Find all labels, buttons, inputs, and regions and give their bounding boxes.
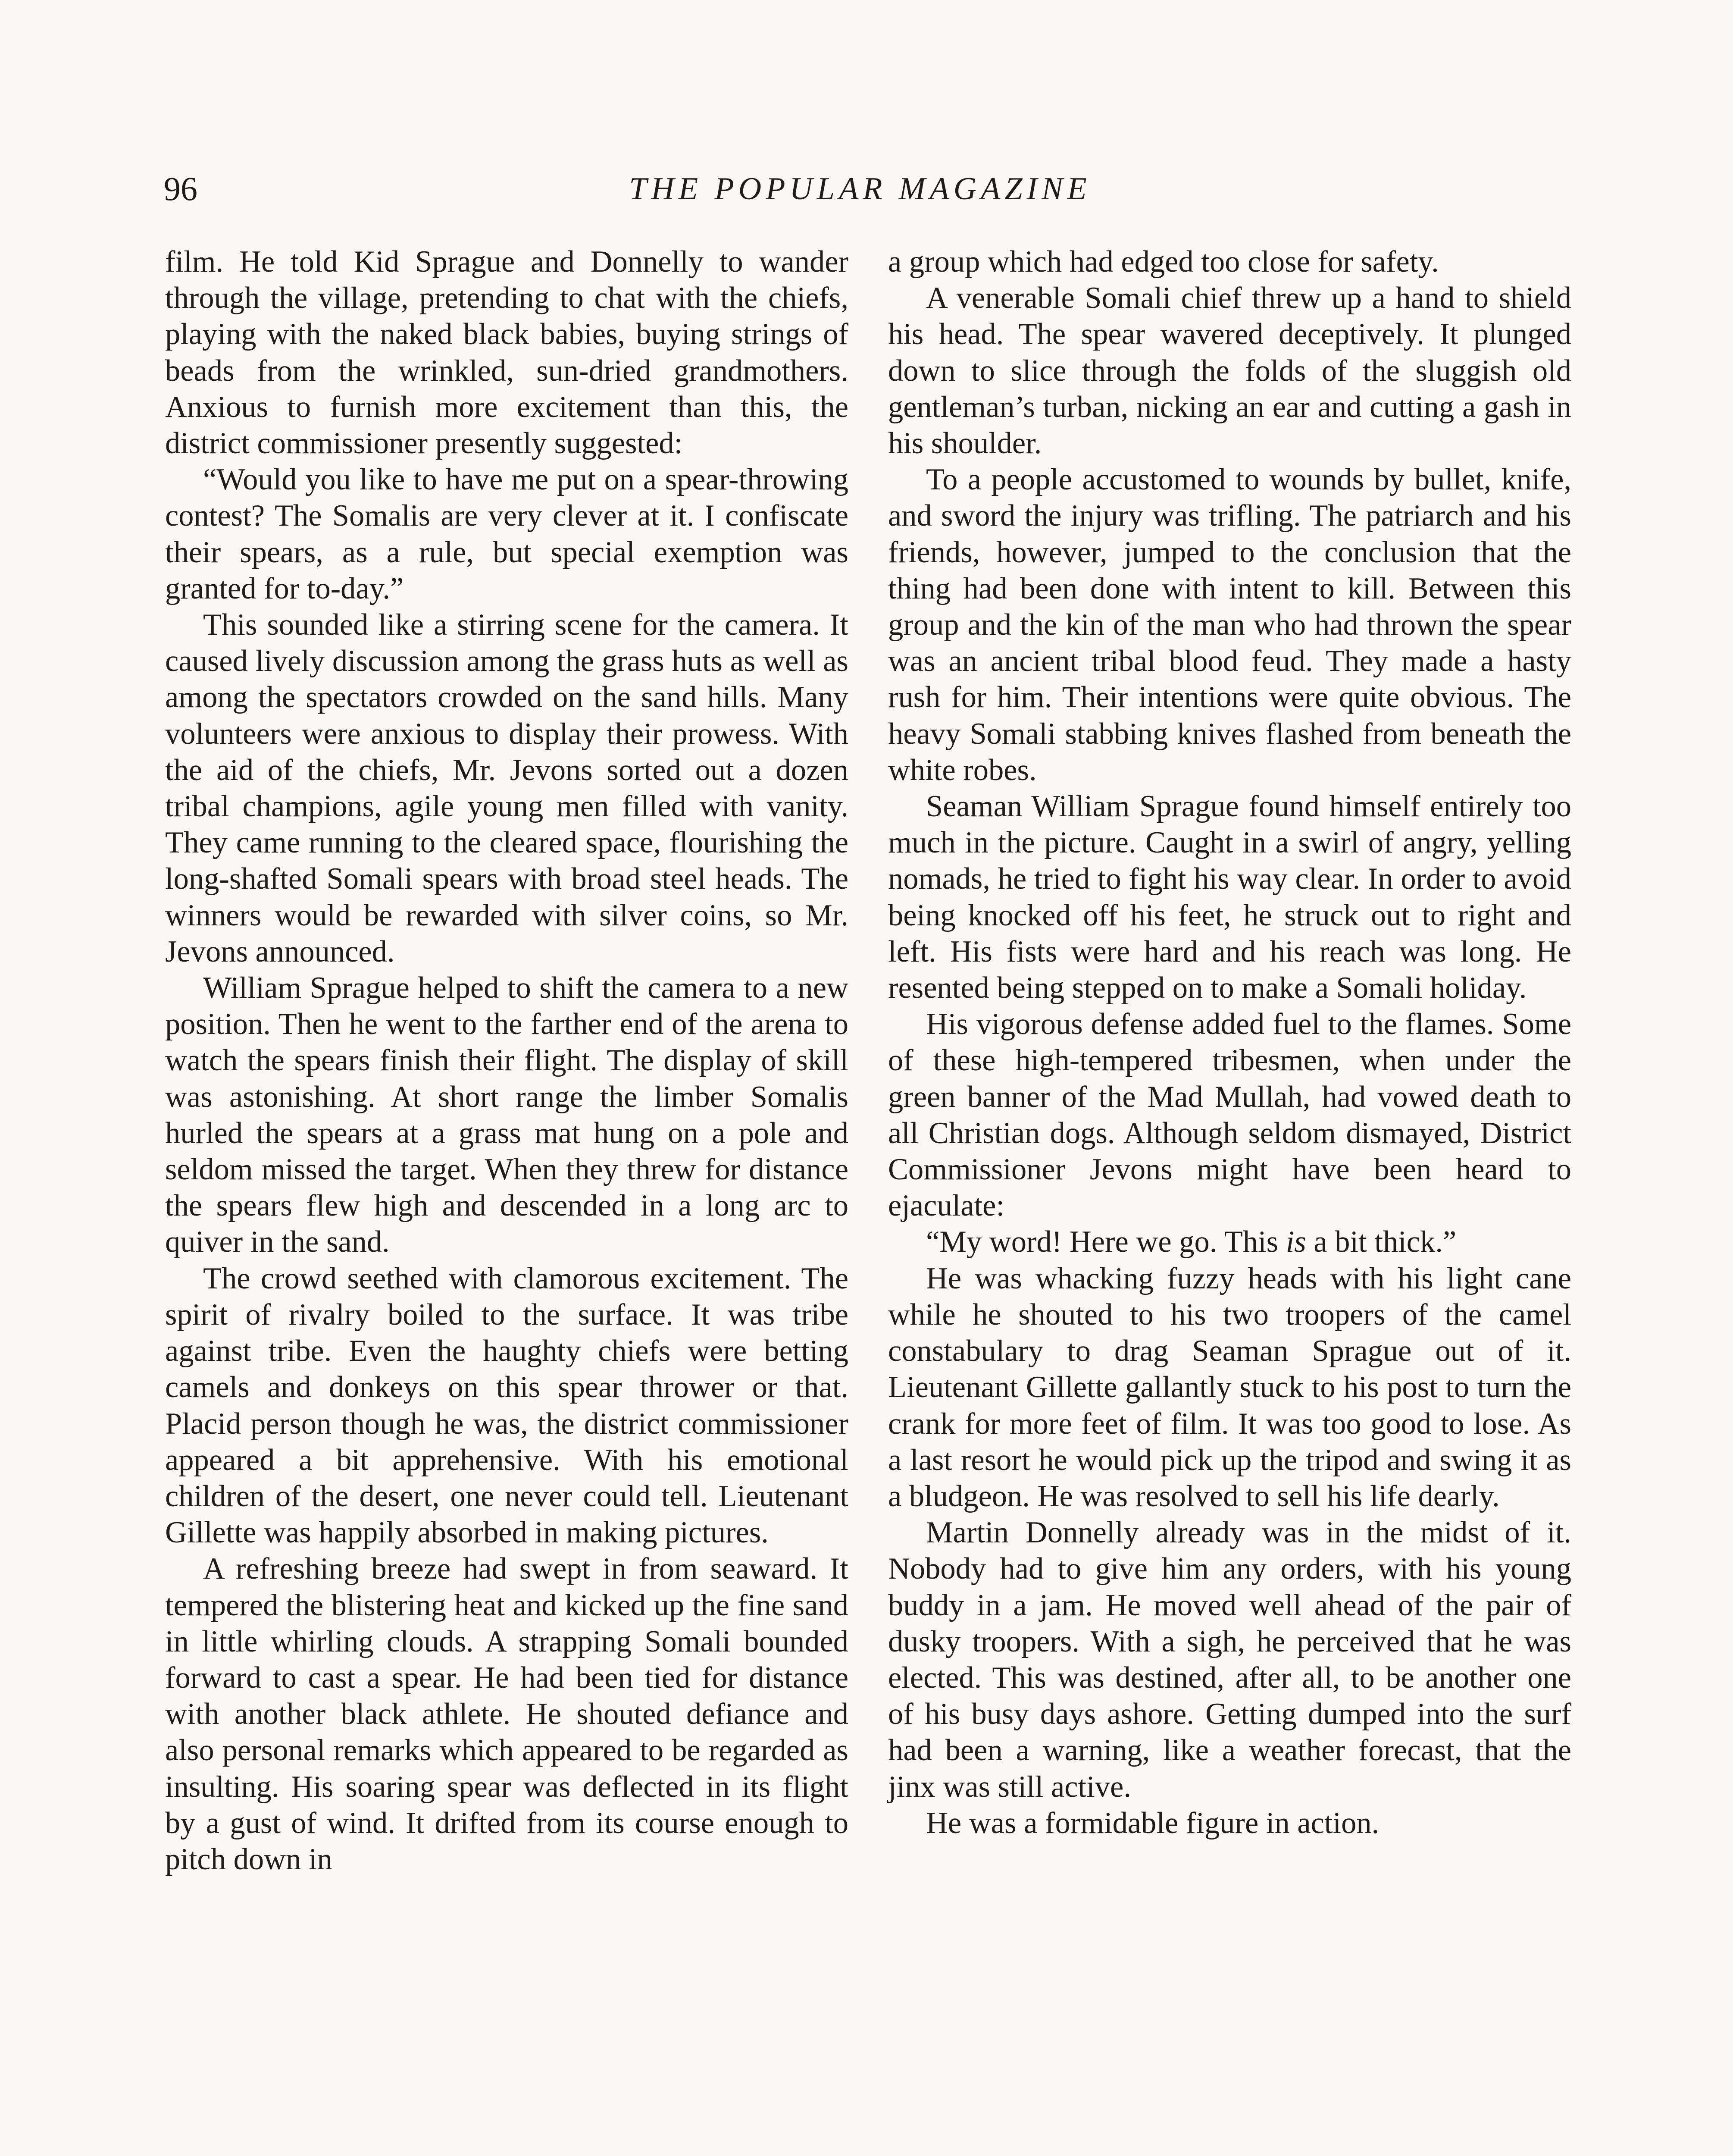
paragraph: This sounded like a stirring scene for the camera. It caused lively discussion among the grass huts as well as among the spectators crowded on the sand hills. Many volunteers were anxious to display their prowess. With the aid of the chiefs, Mr. Jevons sorted out a dozen tribal champions, agile young men filled with vanity. They came running to the cleared space, flourishing the long-shafted Somali spears with broad steel heads. The winners would be rewarded with silver coins, so Mr. Jevons announced.	[165, 608, 848, 968]
left-column	[165, 244, 848, 1877]
paragraph: film. He told Kid Sprague and Donnelly to wander through the village, pretending to chat with the chiefs, playing with the naked black babies, buying strings of beads from the wrinkled, sun-dried grandmothers. Anxious to furnish more excitement than this, the district commissioner presently suggested:	[165, 245, 848, 461]
magazine-title: THE POPULAR MAGAZINE	[629, 171, 1091, 207]
paragraph: A venerable Somali chief threw up a hand to shield his head. The spear wavered deceptively. It plunged down to slice through the folds of the sluggish old gentleman’s turban, nicking an ear and cutting a gash in his shoulder.	[888, 281, 1571, 461]
paragraph: a group which had edged too close for safety.	[888, 245, 1439, 279]
paragraph: “Would you like to have me put on a spear-throwing contest? The Somalis are very clever at it. I confiscate their spears, as a rule, but special exemption was granted for to-day.”	[165, 463, 848, 605]
page-number: 96	[164, 170, 197, 207]
paragraph: William Sprague helped to shift the camera to a new position. Then he went to the farther end of the arena to watch the spears finish their flight. The display of skill was astonishing. At short range the limber Somalis hurled the spears at a grass mat hung on a pole and seldom missed the target. When they threw for distance the spears flew high and descended in a long arc to quiver in the sand.	[165, 971, 848, 1259]
paragraph: The crowd seethed with clamorous excitement. The spirit of rivalry boiled to the surface. It was tribe against tribe. Even the haughty chiefs were betting camels and donkeys on this spear thrower or that. Placid person though he was, the district commissioner appeared a bit apprehensive. With his emotional children of the desert, one never could tell. Lieutenant Gillette was happily absorbed in making pictures.	[165, 1261, 848, 1550]
paragraph: A refreshing breeze had swept in from seaward. It tempered the blistering heat and kicked up the fine sand in little whirling clouds. A strapping Somali bounded forward to cast a spear. He had been tied for distance with another black athlete. He shouted defiance and also personal remarks which appeared to be regarded as insulting. His soaring spear was deflected in its flight by a gust of wind. It drifted from its course enough to pitch down in	[165, 1552, 848, 1876]
paragraph: He was a formidable figure in action.	[926, 1806, 1380, 1840]
paragraph: Martin Donnelly already was in the midst of it. Nobody had to give him any orders, with his young buddy in a jam. He moved well ahead of the pair of dusky troopers. With a sigh, he perceived that he was elected. This was destined, after all, to be another one of his busy days ashore. Getting dumped into the surf had been a warning, like a weather forecast, that the jinx was still active.	[888, 1516, 1571, 1804]
paragraph-quote: “My word! Here we go. This is a bit thick.”	[926, 1225, 1457, 1259]
paragraph: Seaman William Sprague found himself entirely too much in the picture. Caught in a swirl of angry, yelling nomads, he tried to fight his way clear. In order to avoid being knocked off his feet, he struck out to right and left. His fists were hard and his reach was long. He resented being stepped on to make a Somali holiday.	[888, 790, 1571, 1005]
paragraph: His vigorous defense added fuel to the flames. Some of these high-tempered tribesmen, when under the green banner of the Mad Mullah, had vowed death to all Christian dogs. Although seldom dismayed, District Commissioner Jevons might have been heard to ejaculate:	[888, 1007, 1571, 1223]
right-column	[888, 244, 1571, 1841]
paragraph: To a people accustomed to wounds by bullet, knife, and sword the injury was trifling. The patriarch and his friends, however, jumped to the conclusion that the thing had been done with intent to kill. Between this group and the kin of the man who had thrown the spear was an ancient tribal blood feud. They made a hasty rush for him. Their intentions were quite obvious. The heavy Somali stabbing knives flashed from beneath the white robes.	[888, 463, 1571, 787]
page-header	[164, 167, 1556, 215]
paragraph: He was whacking fuzzy heads with his light cane while he shouted to his two troopers of the camel constabulary to drag Seaman Sprague out of it. Lieutenant Gillette gallantly stuck to his post to turn the crank for more feet of film. It was too good to lose. As a last resort he would pick up the tripod and swing it as a bludgeon. He was resolved to sell his life dearly.	[888, 1261, 1571, 1513]
